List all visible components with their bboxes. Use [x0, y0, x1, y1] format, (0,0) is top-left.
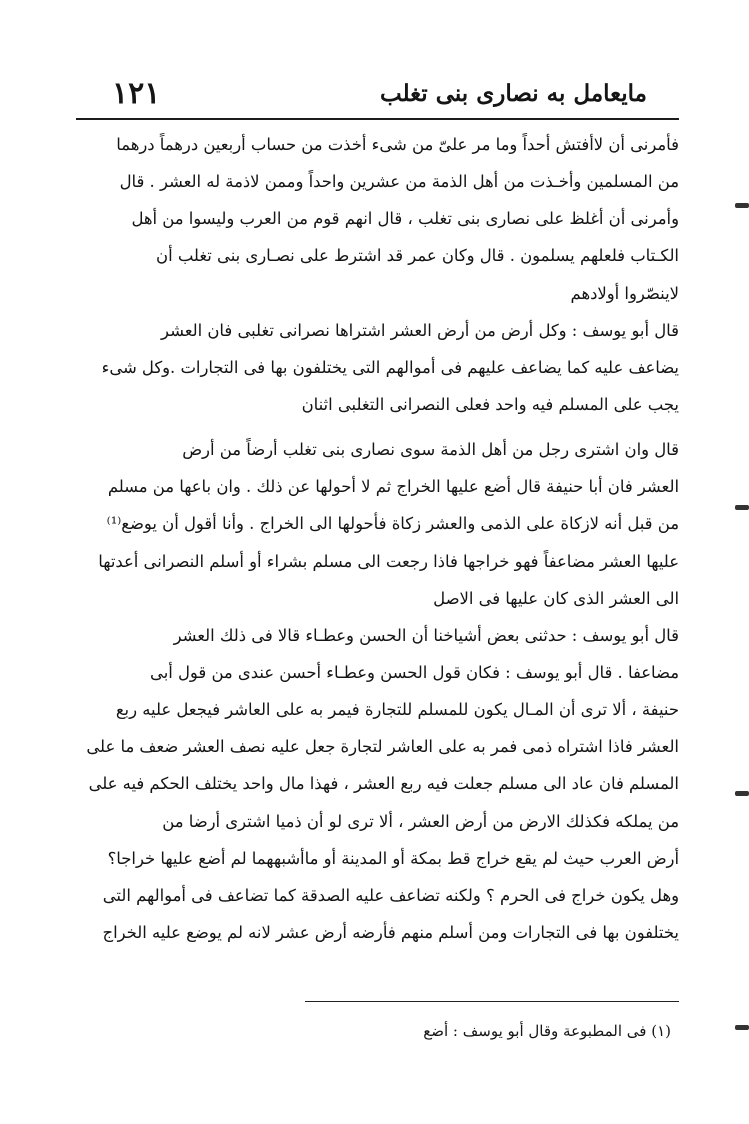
paragraph-2 [76, 312, 679, 423]
margin-mark [735, 791, 749, 796]
text-line: فأمرنى أن لاأفتش أحداً وما مر علىّ من شىء أخذت من حساب أربعين درهماً درهما [116, 135, 679, 154]
text-line: يضاعف عليه كما يضاعف عليهم فى أموالهم التى يختلفون بها فى التجارات .وكل شىء [101, 357, 679, 377]
text-line: يختلفون بها فى التجارات ومن أسلم منهم فأرضه أرض عشر لانه لم يوضع عليه الخراج [102, 922, 679, 942]
page-header [112, 70, 647, 114]
text-line: من المسلمين وأخـذت من أهل الذمة من عشرين واحداً وممن لاذمة له العشر . قال [119, 172, 679, 192]
body-text [76, 126, 679, 951]
text-line: قال أبو يوسف : حدثنى بعض أشياخنا أن الحسن وعطـاء قالا فى ذلك العشر [173, 625, 679, 645]
header-rule [76, 118, 679, 120]
footnote-rule [305, 1001, 679, 1002]
text-line: الكـتاب فلعلهم يسلمون . قال وكان عمر قد اشترط على نصـارى بنى تغلب أن [156, 246, 679, 266]
paragraph-gap [76, 423, 679, 431]
text-line: حنيفة ، ألا ترى أن المـال يكون للمسلم للتجارة فيمر به على العاشر فيجعل عليه ربع [115, 700, 679, 720]
text-line: من يملكه فكذلك الارض من أرض العشر ، ألا ترى لو أن ذميا اشترى أرضا من [162, 811, 679, 831]
text-line: عليها العشر مضاعفاً فهو خراجها فاذا رجعت الى مسلم بشراء أو أسلم النصرانى أعدتها [98, 551, 679, 571]
text-line: العشر فاذا اشتراه ذمى فمر به على العاشر لتجارة جعل عليه نصف العشر ضعف ما على [86, 737, 679, 757]
margin-mark [735, 1025, 749, 1030]
margin-mark [735, 505, 749, 510]
text-line: لاينصّروا أولادهم [570, 283, 679, 303]
text-line: مضاعفا . قال أبو يوسف : فكان قول الحسن وعطـاء أحسن عندى من قول أبى [150, 662, 679, 682]
paragraph-1 [76, 126, 679, 312]
text-line: يجب على المسلم فيه واحد فعلى النصرانى التغلبى اثنان [301, 394, 679, 414]
page-number: ١٢١ [112, 76, 161, 111]
paragraph-4 [76, 617, 679, 951]
text-line: وهل يكون خراج فى الحرم ؟ ولكنه تضاعف عليه الصدقة كما تضاعف فى أموالهم التى [102, 885, 679, 905]
footnote: (١) فى المطبوعة وقال أبو يوسف : أضع [423, 1022, 671, 1040]
paragraph-3 [76, 431, 679, 617]
text-line: وأمرنى أن أغلظ على نصارى بنى تغلب ، قال انهم قوم من العرب وليسوا من أهل [131, 209, 679, 229]
text-line: قال أبو يوسف : وكل أرض من أرض العشر اشتراها نصرانى تغلبى فان العشر [161, 320, 679, 340]
text-line: المسلم فان عاد الى مسلم جعلت فيه ربع العشر ، فهذا مال واحد يختلف الحكم فيه على [88, 774, 679, 794]
text-line: من قبل أنه لازكاة على الذمى والعشر زكاة فأحولها الى الخراج . وأنا أقول أن يوضع⁽¹⁾ [106, 514, 679, 534]
text-line: العشر فان أبا حنيفة قال أضع عليها الخراج ثم لا أحولها عن ذلك . وان باعها من مسلم [107, 477, 679, 497]
text-line: أرض العرب حيث لم يقع خراج قط بمكة أو المدينة أو ماأشبههما لم أضع عليها خراجا؟ [107, 848, 679, 868]
text-line: قال وان اشترى رجل من أهل الذمة سوى نصارى بنى تغلب أرضاً من أرض [182, 440, 679, 460]
margin-mark [735, 203, 749, 208]
text-line: الى العشر الذى كان عليها فى الاصل [433, 588, 679, 608]
running-title: مايعامل به نصارى بنى تغلب [379, 80, 647, 107]
